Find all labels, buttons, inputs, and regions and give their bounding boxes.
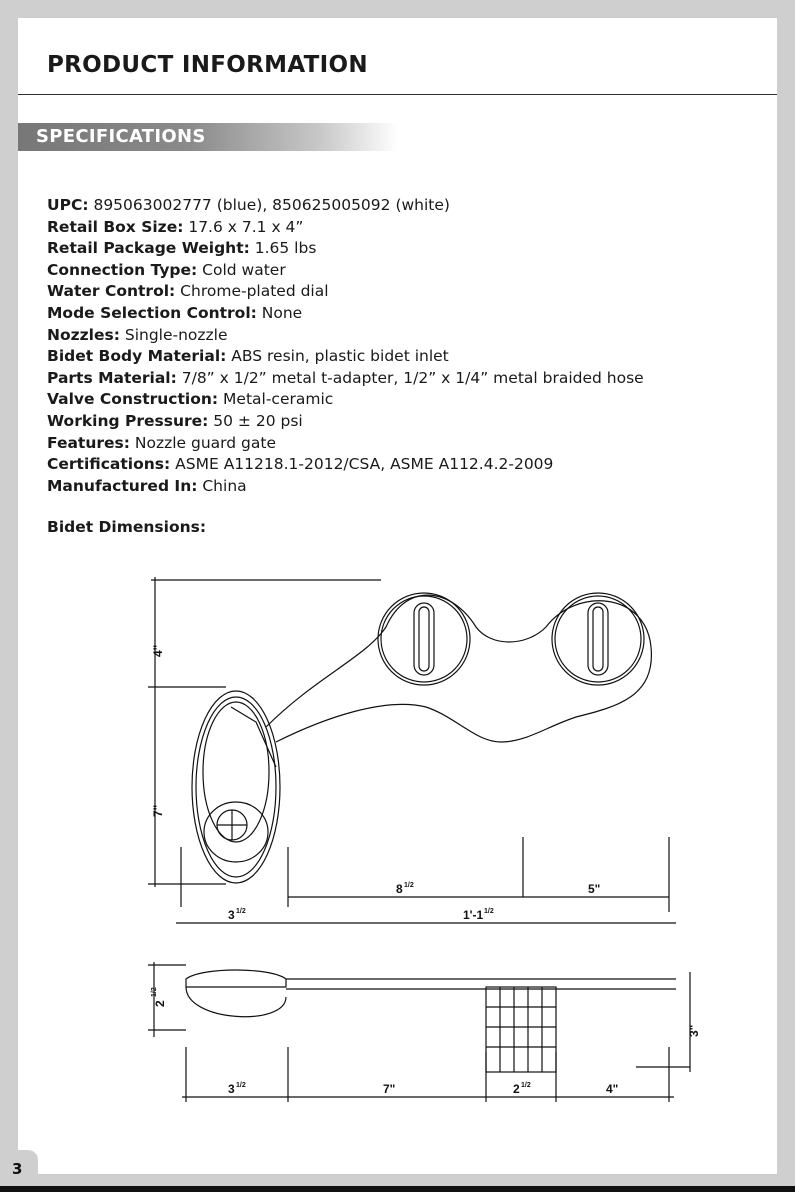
spec-row-upc bbox=[47, 195, 747, 217]
spec-key: Bidet Body Material: bbox=[47, 347, 227, 366]
bottom-bar bbox=[0, 1186, 795, 1192]
page-title: PRODUCT INFORMATION bbox=[47, 52, 368, 78]
dim-side-height-left: 2 bbox=[153, 1000, 167, 1007]
spec-value: None bbox=[256, 303, 303, 322]
spec-key: Working Pressure: bbox=[47, 411, 209, 430]
spec-key: Features: bbox=[47, 433, 130, 452]
spec-value: Metal-ceramic bbox=[218, 390, 334, 409]
spec-value: 7/8” x 1/2” metal t-adapter, 1/2” x 1/4” metal braided hose bbox=[176, 368, 644, 387]
bidet-dimension-drawing bbox=[106, 567, 701, 1102]
spec-key: Retail Package Weight: bbox=[47, 239, 250, 258]
spec-row-features bbox=[47, 433, 747, 455]
spec-value: Single-nozzle bbox=[119, 325, 228, 344]
dim-side-w3-frac: 1/2 bbox=[521, 1082, 531, 1089]
dim-side-w3: 2 bbox=[513, 1082, 520, 1096]
dim-side-height-left-frac: 1/2 bbox=[151, 987, 158, 997]
spec-value: 50 ± 20 psi bbox=[208, 411, 303, 430]
spec-value: Chrome-plated dial bbox=[175, 282, 329, 301]
spec-value: Nozzle guard gate bbox=[129, 433, 276, 452]
dim-side-w1-frac: 1/2 bbox=[236, 1082, 246, 1089]
dim-width-total: 1'-1 bbox=[463, 908, 484, 922]
dim-width-c-frac: 1/2 bbox=[236, 908, 246, 915]
spec-key: Valve Construction: bbox=[47, 390, 219, 409]
dim-side-w4: 4" bbox=[606, 1082, 619, 1096]
section-title: SPECIFICATIONS bbox=[36, 126, 206, 147]
spec-value: 895063002777 (blue), 850625005092 (white) bbox=[88, 196, 450, 214]
spec-key: Water Control: bbox=[47, 282, 176, 301]
spec-row-box-size bbox=[47, 217, 747, 239]
title-divider bbox=[18, 94, 777, 95]
spec-value: ASME A11218.1-2012/CSA, ASME A112.4.2-2009 bbox=[170, 455, 554, 474]
spec-row-weight bbox=[47, 238, 747, 260]
spec-key: Mode Selection Control: bbox=[47, 303, 257, 322]
spec-key: Certifications: bbox=[47, 455, 171, 474]
spec-row-nozzles bbox=[47, 325, 747, 347]
spec-key: Connection Type: bbox=[47, 260, 198, 279]
dim-width-a-frac: 1/2 bbox=[404, 882, 414, 889]
specifications-list bbox=[47, 195, 747, 497]
section-header-band bbox=[18, 123, 398, 151]
dim-height-upper: 4" bbox=[151, 644, 165, 657]
spec-row-manufactured bbox=[47, 476, 747, 498]
document-page bbox=[18, 18, 777, 1174]
page-number: 3 bbox=[12, 1160, 23, 1178]
dim-side-height-right: 3" bbox=[687, 1024, 701, 1037]
dim-width-c: 3 bbox=[228, 908, 235, 922]
spec-row-body-material bbox=[47, 346, 747, 368]
dim-width-a: 8 bbox=[396, 882, 403, 896]
spec-key: Manufactured In: bbox=[47, 476, 198, 495]
spec-value: ABS resin, plastic bidet inlet bbox=[226, 347, 449, 366]
dim-height-lower: 7" bbox=[151, 804, 165, 817]
dim-side-w2: 7" bbox=[383, 1082, 396, 1096]
spec-key: Parts Material: bbox=[47, 368, 177, 387]
spec-value: China bbox=[197, 476, 247, 495]
spec-key: UPC: bbox=[47, 196, 89, 214]
spec-row-water-control bbox=[47, 281, 747, 303]
spec-row-certifications bbox=[47, 454, 747, 476]
dim-side-w1: 3 bbox=[228, 1082, 235, 1096]
dim-width-b: 5" bbox=[588, 882, 601, 896]
dim-width-total-frac: 1/2 bbox=[484, 908, 494, 915]
spec-key: Retail Box Size: bbox=[47, 217, 184, 236]
spec-row-parts-material bbox=[47, 368, 747, 390]
spec-key: Nozzles: bbox=[47, 325, 120, 344]
spec-row-connection bbox=[47, 260, 747, 282]
dimensions-title: Bidet Dimensions: bbox=[47, 518, 207, 536]
spec-row-mode-selection bbox=[47, 303, 747, 325]
spec-value: 1.65 lbs bbox=[249, 239, 317, 258]
spec-value: 17.6 x 7.1 x 4” bbox=[183, 217, 304, 236]
spec-row-pressure bbox=[47, 411, 747, 433]
spec-row-valve bbox=[47, 389, 747, 411]
spec-value: Cold water bbox=[197, 260, 286, 279]
